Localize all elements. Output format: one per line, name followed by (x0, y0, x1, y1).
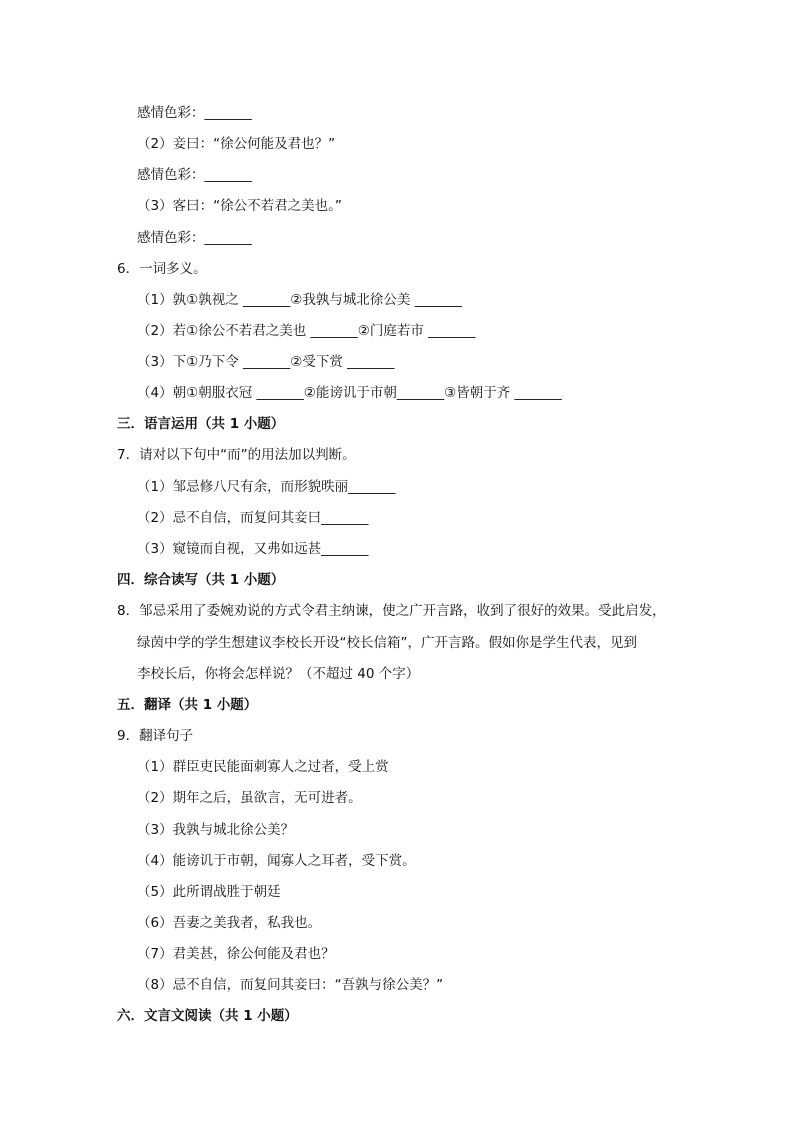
question-6-item-1: （1）孰①孰视之 _______②我孰与城北徐公美 _______ (137, 292, 462, 308)
question-9-item-3: （3）我孰与城北徐公美？ (137, 822, 295, 838)
question-9-item-8: （8）忌不自信，而复问其妾曰：“吾孰与徐公美？” (137, 977, 444, 993)
question-7-item-2: （2）忌不自信，而复问其妾曰_______ (137, 510, 369, 526)
section-4-heading: 四．综合读写（共 1 小题） (117, 572, 285, 588)
emotion-color-answer-3: 感情色彩：_______ (137, 230, 252, 246)
question-8-line-2: 绿茵中学的学生想建议李校长开设“校长信箱”，广开言路。假如你是学生代表，见到 (137, 635, 637, 651)
section-5-heading: 五．翻译（共 1 小题） (117, 697, 258, 713)
question-9-item-2: （2）期年之后，虽欲言，无可进者。 (137, 790, 362, 806)
question-5-item-2: （2）妾曰：“徐公何能及君也？” (137, 136, 336, 152)
question-9-item-6: （6）吾妻之美我者，私我也。 (137, 915, 322, 931)
question-9-stem: 9．翻译句子 (117, 728, 194, 744)
emotion-color-answer-1: 感情色彩：_______ (137, 105, 252, 121)
question-9-item-7: （7）君美甚，徐公何能及君也？ (137, 946, 335, 962)
question-6-item-2: （2）若①徐公不若君之美也 _______②门庭若市 _______ (137, 323, 476, 339)
question-6-item-4: （4）朝①朝服衣冠 _______②能谤讥于市朝_______③皆朝于齐 _______ (137, 385, 562, 401)
question-7-item-3: （3）窥镜而自视，又弗如远甚_______ (137, 541, 369, 557)
question-9-item-1: （1）群臣吏民能面刺寡人之过者，受上赏 (137, 759, 389, 775)
question-6-item-3: （3）下①乃下令 _______②受下赏 _______ (137, 354, 395, 370)
question-9-item-5: （5）此所谓战胜于朝廷 (137, 884, 281, 900)
question-8-line-1: 8．邹忌采用了委婉劝说的方式令君主纳谏，使之广开言路，收到了很好的效果。受此启发， (117, 603, 666, 619)
section-3-heading: 三．语言运用（共 1 小题） (117, 416, 285, 432)
question-9-item-4: （4）能谤讥于市朝，闻寡人之耳者，受下赏。 (137, 853, 416, 869)
question-7-item-1: （1）邹忌修八尺有余，而形貌昳丽_______ (137, 479, 396, 495)
question-5-item-3: （3）客曰：“徐公不若君之美也。” (137, 198, 342, 214)
emotion-color-answer-2: 感情色彩：_______ (137, 167, 252, 183)
question-7-stem: 7．请对以下句中“而”的用法加以判断。 (117, 447, 356, 463)
section-6-heading: 六．文言文阅读（共 1 小题） (117, 1008, 298, 1024)
question-8-line-3: 李校长后，你将会怎样说？（不超过 40 个字） (137, 666, 420, 682)
question-6-stem: 6．一词多义。 (117, 261, 207, 277)
